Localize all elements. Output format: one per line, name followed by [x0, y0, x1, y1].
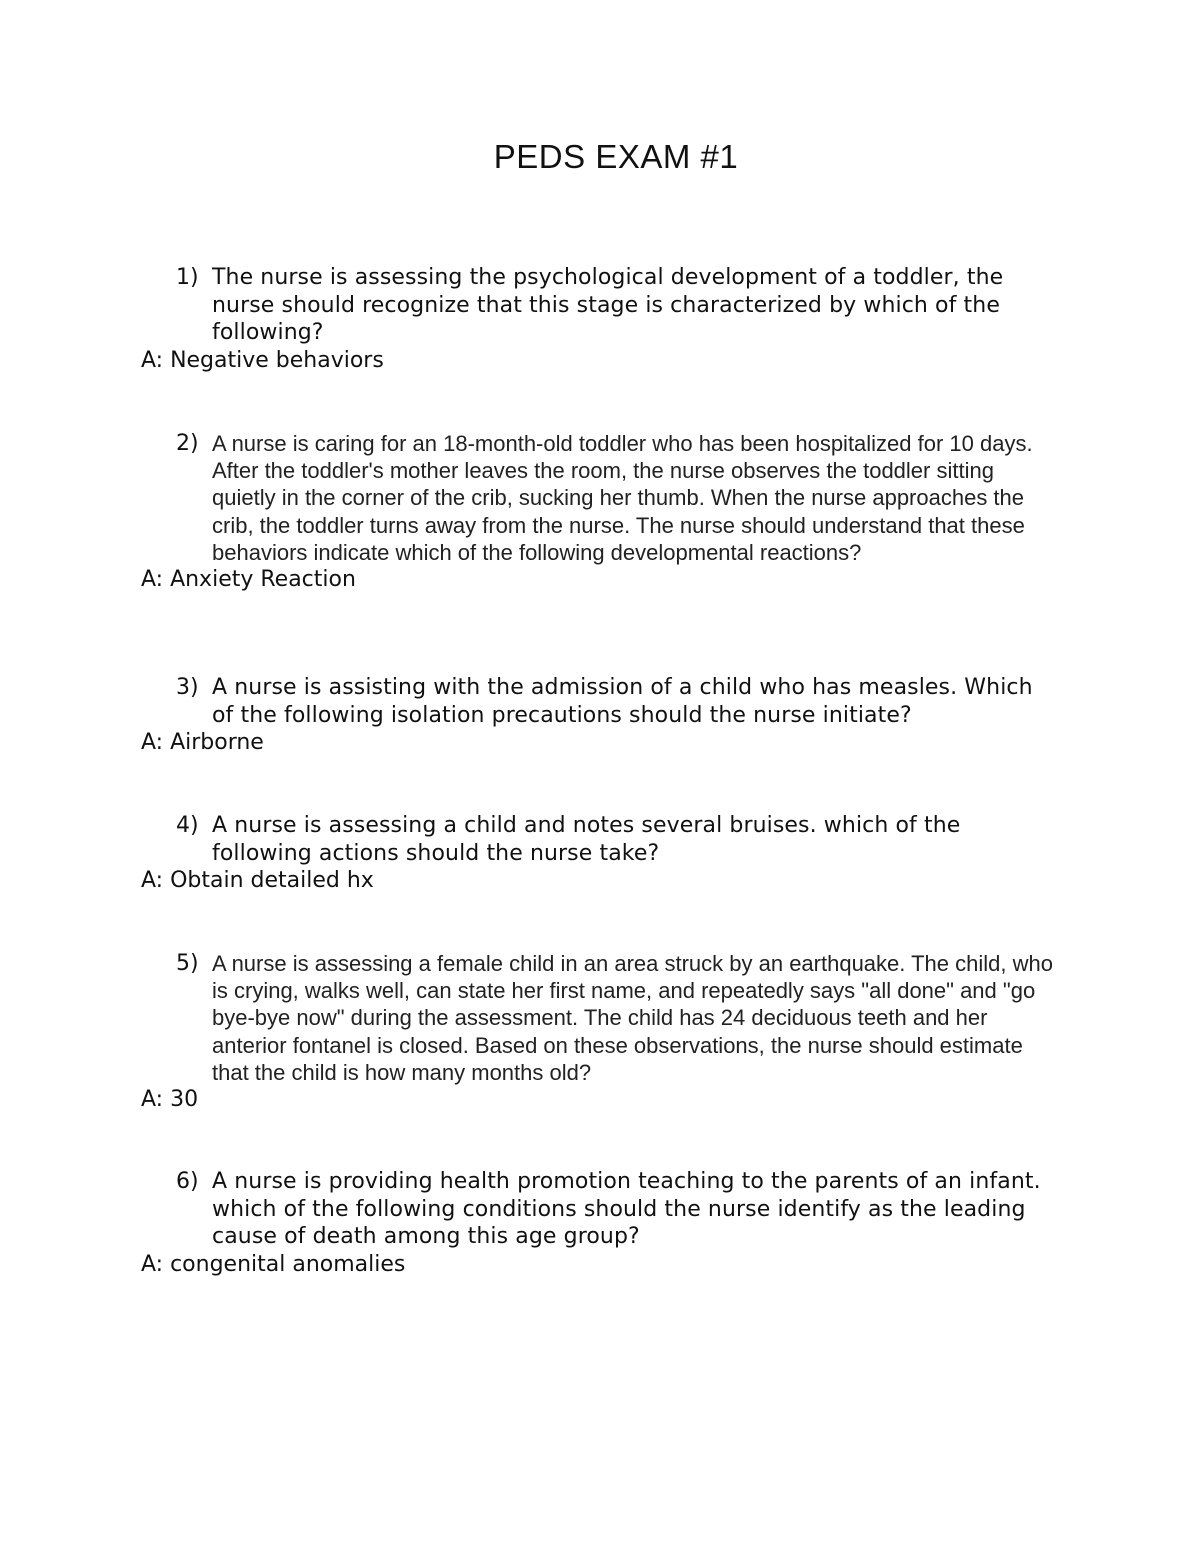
question-number: 6)	[176, 1169, 199, 1194]
question-text: The nurse is assessing the psychological development of a toddler, the nurse should recognize that this stage is characterized by which of the following?	[212, 265, 1004, 345]
answer-text: A: Negative behaviors	[141, 347, 384, 373]
question-item-5	[0, 950, 1200, 1113]
question-text: A nurse is providing health promotion teaching to the parents of an infant. which of the following conditions should the nurse identify as the leading cause of death among this age group?	[212, 1169, 1041, 1249]
question-number: 1)	[176, 265, 199, 290]
question-item-2	[0, 430, 1200, 593]
question-3	[176, 674, 1056, 729]
question-number: 5)	[176, 951, 199, 976]
question-6	[176, 1168, 1056, 1251]
question-item-6	[0, 1168, 1200, 1278]
question-number: 4)	[176, 813, 199, 838]
question-1	[176, 264, 1056, 347]
question-4	[176, 812, 1056, 867]
answer-text: A: Obtain detailed hx	[141, 868, 374, 893]
question-text: A nurse is caring for an 18-month-old toddler who has been hospitalized for 10 days. After the toddler's mother leaves the room, the nurse observes the toddler sitting quietly in the corner of the crib, sucking her thumb. When the nurse approaches the crib, the toddler turns away from the nurse. The nurse should understand that these behaviors indicate which of the following developmental reactions?	[212, 431, 1033, 565]
question-number: 2)	[176, 431, 199, 456]
answer-text: A: Anxiety Reaction	[141, 567, 356, 593]
question-number: 3)	[176, 675, 199, 700]
answer-text: A: congenital anomalies	[141, 1251, 406, 1277]
question-text: A nurse is assisting with the admission of a child who has measles. Which of the following isolation precautions should the nurse initiate?	[212, 675, 1033, 728]
question-item-1	[0, 264, 1200, 374]
answer-text: A: 30	[141, 1087, 199, 1113]
question-text: A nurse is assessing a female child in an area struck by an earthquake. The child, who is crying, walks well, can state her first name, and repeatedly says "all done" and "go bye-bye now" during the assessment. The child has 24 deciduous teeth and her anterior fontanel is closed. Based on these observations, the nurse should estimate that the child is how many months old?	[212, 951, 1053, 1085]
question-text: A nurse is assessing a child and notes several bruises. which of the following actions should the nurse take?	[212, 813, 961, 866]
question-item-4	[0, 812, 1200, 894]
answer-text: A: Airborne	[141, 730, 264, 755]
question-5	[176, 950, 1056, 1086]
question-2	[176, 430, 1056, 566]
page-title: PEDS EXAM #1	[493, 138, 739, 175]
question-item-3	[0, 674, 1200, 756]
